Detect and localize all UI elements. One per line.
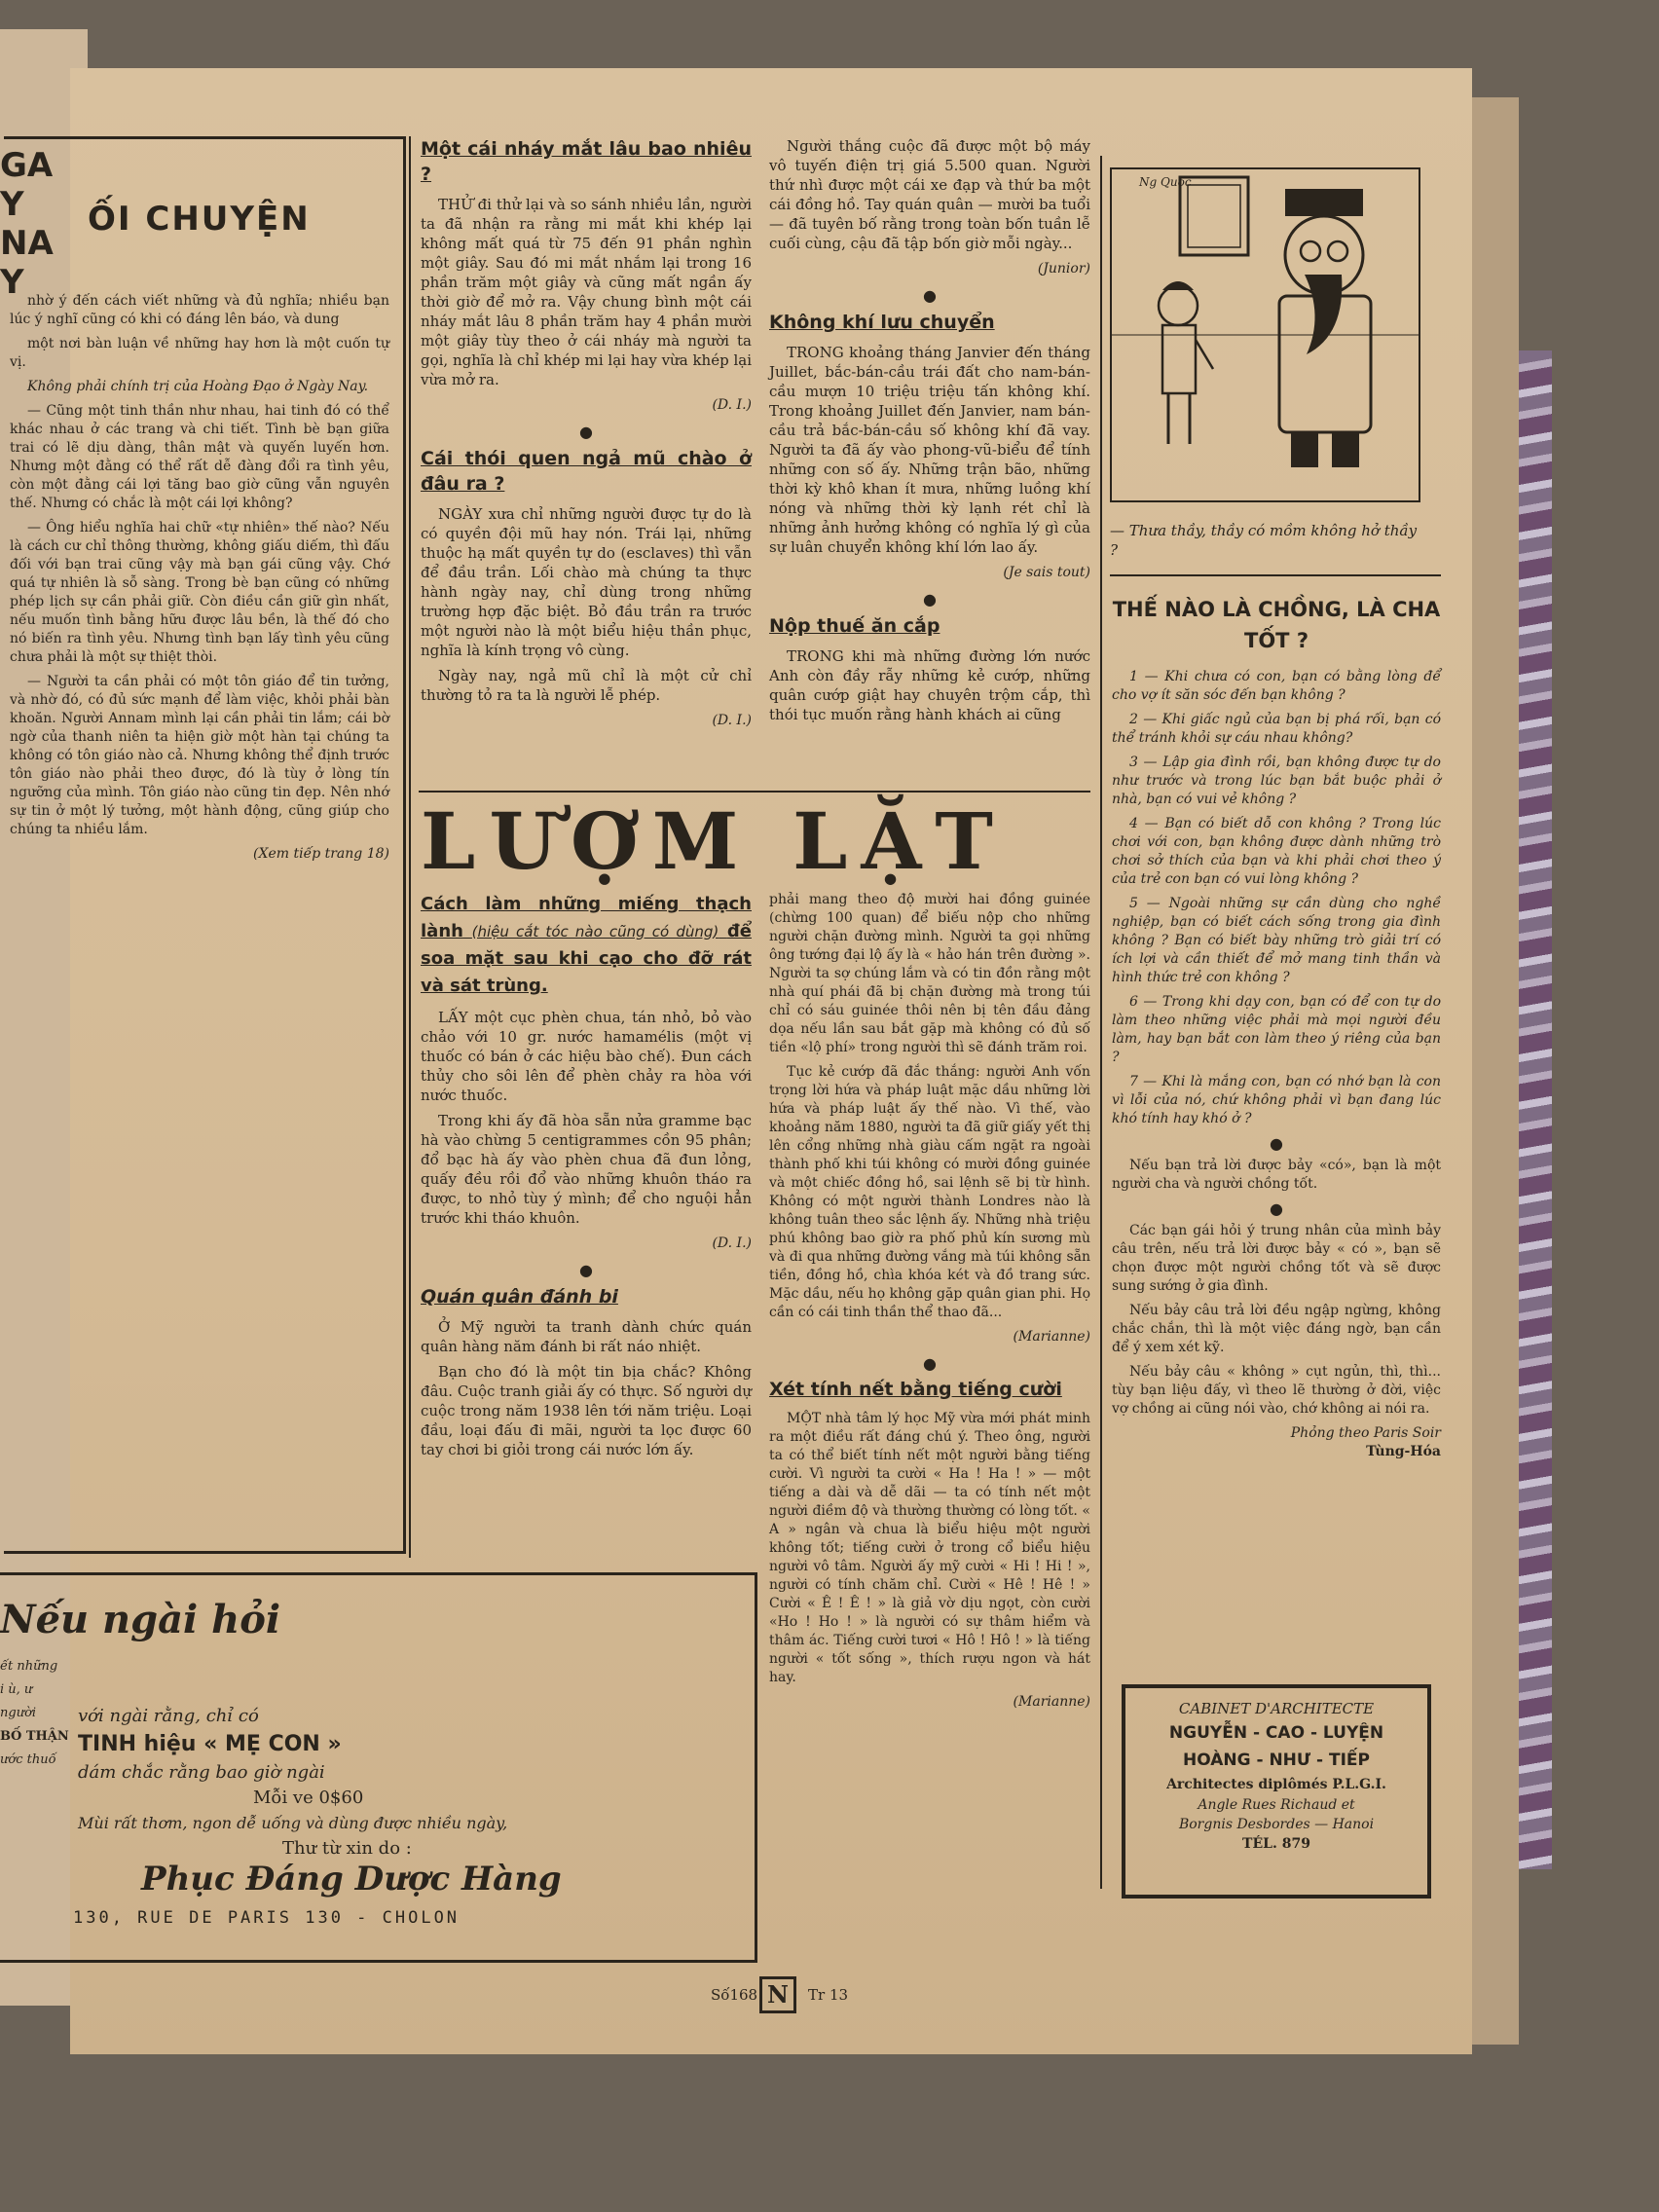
guinee-byline: (Marianne)	[1013, 1329, 1090, 1345]
cuoi-byline: (Marianne)	[1013, 1694, 1090, 1710]
nga-mu-byline: (D. I.)	[712, 713, 752, 728]
side-line: ước thuố	[0, 1752, 56, 1767]
left-paragraph: — Ông hiểu nghĩa hai chữ «tự nhiên» thế nào? Nếu là cách cư chỉ thông thường, không giấu diếm, thì đấu đối với bạn trai cũng vậy mà bạn gái cũng vậy. Chớ quá tự nhiên là sỗ sàng. Trong bè bạn cũng có những phép lịch sự cần phải giữ. Còn điều cần giữ gìn nhất, nếu muốn tình bằng hữu được lâu bền, là thế đó cho nó biến ra tình yêu. Nhưng tình bạn lấy tình yêu cũng chưa phải là một sự thiệt thòi.	[10, 520, 389, 665]
side-line: BỐ THẬN	[0, 1729, 69, 1744]
column-two	[421, 136, 752, 738]
bi-paragraph: Bạn cho đó là một tin bịa chắc? Không đâu. Cuộc tranh giải ấy có thực. Số người dự cuộc trong năm 1938 lên tới năm triệu. Loại đầu, loại đấu đi mãi, người ta lọc được 60 tay chơi bi giỏi trong cái nước lớn ấy.	[421, 1363, 752, 1458]
chong-cha-paragraph: Nếu bảy câu trả lời đều ngập ngừng, không chắc chắn, thì là một việc đáng ngờ, bạn cần để ý xem xét kỹ.	[1112, 1303, 1441, 1355]
cuoi-title: Xét tính nết bằng tiếng cười	[769, 1379, 1062, 1400]
chong-cha-title: THẾ NÀO LÀ CHỒNG, LÀ CHA TỐT ?	[1112, 598, 1441, 652]
me-con-line: với ngài rằng, chỉ có	[78, 1706, 259, 1726]
left-column-heading: ỐI CHUYỆN	[88, 200, 311, 239]
left-paragraph: Không phải chính trị của Hoàng Đạo ở Ngày Nay.	[27, 379, 369, 394]
side-line: ết những	[0, 1659, 58, 1674]
me-con-body	[78, 1704, 720, 1862]
me-con-line: dám chắc rằng bao giờ ngài	[78, 1762, 325, 1783]
left-paragraph: — Cũng một tinh thần như nhau, hai tinh đó có thể khác nhau ở các trang và chi tiết. Tình bè bạn giữa trai có lẽ dịu dàng, thân mật và quyến luyến hơn. Nhưng một đằng có thể rất dễ đàng đổi ra tình yêu, còn một đằng cái lợi tăng bao giờ cũng vẫn nguyên thế. Nhưng có chắc là một cái lợi không?	[10, 403, 389, 511]
bi-title: Quán quân đánh bi	[421, 1286, 618, 1308]
thach-paragraph: LẤY một cục phèn chua, tán nhỏ, bỏ vào chảo với 10 gr. nước hamamélis (một vị thuốc có bán ở các hiệu bào chế). Đun cách thủy cho sôi lên để phèn chảy ra hòa với nước thuốc.	[421, 1009, 752, 1104]
nhay-mat-byline: (D. I.)	[712, 397, 752, 413]
separator-dot: ●	[923, 1354, 937, 1373]
guinee-paragraph: phải mang theo độ mười hai đồng guinée (chừng 100 quan) để biếu nộp cho những người chặn đường mình. Người ta gọi những ông tướng đại lộ ấy là « hảo hán trên đường ». Người ta sợ chúng lắm và có tin đồn rằng một nhà quí phái đã bị chặn đường mà trong túi chỉ có sáu guinée thôi nên bị tên đầu đảng dọa nếu lần sau bắt gặp mà không có đủ số tiền «lộ phí» trong người thì sẽ đánh trăm roi.	[769, 892, 1090, 1055]
question: 1 — Khi chưa có con, bạn có bằng lòng để cho vợ ít săn sóc đến bạn không ?	[1112, 669, 1441, 703]
nhay-mat-title: Một cái nháy mắt lâu bao nhiêu ?	[421, 138, 752, 185]
architect-line: NGUYỄN - CAO - LUYỆN	[1168, 1723, 1384, 1743]
thach-title-sub: (hiệu cắt tóc nào cũng có dùng)	[471, 923, 719, 940]
separator-dot: ●	[923, 286, 937, 305]
section-rule	[419, 791, 1090, 793]
question: 6 — Trong khi dạy con, bạn có để con tự do làm theo những việc phải mà mọi người đều làm, hay bạn bắt con làm theo ý riêng của bạn ?	[1112, 994, 1441, 1065]
question: 7 — Khi là mắng con, bạn có nhớ bạn là con vì lỗi của nó, chứ không phải vì bạn đang lúc khó tính hay khó ở ?	[1112, 1074, 1441, 1126]
chong-cha-paragraph: Nếu bạn trả lời được bảy «có», bạn là một người cha và người chồng tốt.	[1112, 1158, 1441, 1192]
me-con-line: TINH hiệu « MẸ CON »	[78, 1732, 342, 1756]
question: 3 — Lập gia đình rồi, bạn không được tự do như trước và trong lúc bạn bắt buộc phải ở nhà, bạn có vui vẻ không ?	[1112, 755, 1441, 807]
left-paragraph: một nơi bàn luận về những hay hơn là một cuốn tự vị.	[10, 336, 389, 370]
cartoon-caption: — Thưa thầy, thầy có mồm không hở thầy ?	[1110, 522, 1418, 559]
section-rule	[1110, 574, 1441, 576]
footer-page: Tr 13	[808, 1986, 849, 2004]
left-paragraph: nhờ ý đến cách viết những và đủ nghĩa; nhiều bạn lúc ý nghĩ cũng có khi có đáng lên báo, và dung	[10, 293, 389, 327]
footer-issue: Số168	[711, 1986, 758, 2004]
column-guinee	[769, 891, 1090, 1719]
architect-line: CABINET D'ARCHITECTE	[1178, 1700, 1375, 1717]
question: 2 — Khi giấc ngủ của bạn bị phá rối, bạn có thể tránh khỏi sự cáu nhau không?	[1112, 712, 1441, 746]
thach-title: Cách làm những miếng thạch lành	[421, 894, 752, 941]
bi-paragraph: Ở Mỹ người ta tranh dành chức quán quân hàng năm đánh bi rất náo nhiệt.	[421, 1318, 752, 1355]
architect-line: Angle Rues Richaud et	[1198, 1797, 1355, 1813]
nga-mu-paragraph: NGÀY xưa chỉ những người được tự do là có quyền đội mũ hay nón. Trái lại, những thuộc hạ mất quyền tự do (esclaves) thì vẫn để đầu trần. Lối chào mà chúng ta thực hành ngày nay, chỉ dùng trong những trường hợp đặc biệt. Bỏ đầu trần ra trước một người nào là một biểu hiệu thần phục, nghĩa là kính trọng vô cùng.	[421, 505, 752, 659]
nga-mu-title: Cái thói quen ngả mũ chào ở đâu ra ?	[421, 448, 752, 495]
chong-cha-paragraph: Các bạn gái hỏi ý trung nhân của mình bảy câu trên, nếu trả lời được bảy « có », bạn sẽ chọn được một người chồng tốt và sẽ được sung sướng ở gia đình.	[1112, 1223, 1441, 1294]
thach-title-end: để soa mặt sau khi cạo cho đỡ rát và sát trùng.	[421, 921, 752, 996]
architect-line: TÉL. 879	[1242, 1836, 1310, 1852]
side-line: i ù, ư	[0, 1682, 33, 1697]
khong-khi-body: TRONG khoảng tháng Janvier đến tháng Juillet, bắc-bán-cầu trái đất cho nam-bán-cầu mượn 10 triệu triệu tấn không khí. Trong khoảng Juillet đến Janvier, nam bán-cầu trả bắc-bán-cầu số không khí đã vay. Người ta đã ấy vào phong-vũ-biểu để tính những con số ấy. Những trận bão, những thời kỳ khô khan ít mưa, những luồng khí nóng và những thời kỳ lạnh rét chỉ là những ảnh hưởng không có nghĩa lý gì của sự luân chuyển không khí lớn lao ấy.	[769, 344, 1090, 556]
thue-body: TRONG khi mà những đường lớn nước Anh còn đầy rẫy những kẻ cướp, những quân cướp giật hay chuyên trộm cắp, thì thói tục muốn rằng hành khách ai cũng	[769, 647, 1090, 723]
column-thach	[421, 891, 752, 1465]
architect-ad	[1122, 1684, 1431, 1899]
guinee-paragraph: Tục kẻ cướp đã đắc thắng: người Anh vốn trọng lời hứa và pháp luật mặc dầu những lời hứa và pháp luật ấy thế nào. Vì thế, vào khoảng năm 1880, người ta đã giữ giấy yết thị lên cổng những nhà giàu cấm ngặt ra ngoài thành phố khi túi không có mười đồng guinée và một chiếc đồng hồ, sai lệnh sẽ bị từ hình. Không có một người thành Londres nào là không tuân theo sắc lệnh ấy. Những nhà triệu phú không bao giờ ra phố phủ kín sương mù và đi qua những đường vắng mà túi không sẵn tiền, đồng hồ, chìa khóa két và đồ trang sức. Mặc dầu, nếu họ không gặp quân gian phi. Họ cần có cái tinh thần thể thao đã...	[769, 1064, 1090, 1320]
cartoon-illustration	[1112, 169, 1419, 500]
thach-byline: (D. I.)	[712, 1235, 752, 1251]
architect-line: Architectes diplômés P.L.G.I.	[1166, 1777, 1386, 1792]
separator-dot: ●	[923, 590, 937, 608]
me-con-headline: Nếu ngài hỏi	[0, 1597, 281, 1642]
column-three	[769, 136, 1090, 730]
me-con-line: Mùi rất thơm, ngon dễ uống và dùng được nhiều ngày,	[78, 1814, 508, 1832]
continued-note: (Xem tiếp trang 18)	[253, 846, 389, 862]
marbled-cover	[1519, 350, 1552, 1869]
me-con-address: 130, RUE DE PARIS 130 - CHOLON	[73, 1908, 461, 1928]
separator-dot: ●	[1270, 1134, 1283, 1153]
separator-dot: ●	[1270, 1199, 1283, 1218]
separator-dot: ●	[579, 423, 593, 441]
architect-line: HOÀNG - NHƯ - TIẾP	[1183, 1751, 1370, 1770]
column-rule	[409, 136, 411, 1558]
me-con-line: Thư từ xin do :	[282, 1838, 412, 1859]
side-line: người	[0, 1706, 37, 1720]
architect-line: Borgnis Desbordes — Hanoi	[1178, 1817, 1375, 1832]
me-con-line: Mỗi ve 0$60	[253, 1788, 364, 1808]
footer-logo: N	[759, 1976, 796, 2013]
thach-paragraph: Trong khi ấy đã hòa sẵn nửa gramme bạc hà vào chừng 5 centigrammes cồn 95 phân; đổ bạc hà ấy vào phèn chua đã đun lỏng, quấy đều rồi đổ vào những khuôn tháo ra được, to nhỏ tùy ý mình; để cho nguội hẳn trước khi tháo khuôn.	[421, 1112, 752, 1227]
banner-title: LƯỢM LẶT	[421, 795, 1007, 887]
xe-dap-body: Người thắng cuộc đã được một bộ máy vô tuyến điện trị giá 5.500 quan. Người thứ nhì được một cái xe đạp và thứ ba một cái đồng hồ. Tay quán quân — mười ba tuổi — đã tuyên bố rằng trong toàn bốn tuần lễ cuối cùng, cậu đã tập bốn giờ mỗi ngày...	[769, 137, 1090, 252]
question: 5 — Ngoài những sự cần dùng cho nghề nghiệp, bạn có biết cách sống trong gia đình không ? Bạn có biết bày những trò giải trí có ích lợi và cần thiết để mở mang tinh thần và hình thức trẻ con không ?	[1112, 896, 1441, 985]
column-four	[1112, 594, 1441, 1469]
cartoon-frame	[1110, 167, 1420, 502]
thue-title: Nộp thuế ăn cắp	[769, 615, 940, 637]
khong-khi-byline: (Je sais tout)	[1003, 565, 1090, 580]
separator-dot: ●	[579, 1261, 593, 1279]
question: 4 — Bạn có biết dỗ con không ? Trong lúc chơi với con, bạn không được dành những trò chơi sở thích của bạn và khi phải chơi theo ý của trẻ con bạn có vui lòng không ?	[1112, 816, 1441, 887]
thach-title-block	[421, 891, 752, 1000]
chong-cha-source: Phỏng theo Paris Soir	[1290, 1425, 1441, 1441]
column-rule	[1100, 156, 1102, 1889]
khong-khi-title: Không khí lưu chuyển	[769, 312, 995, 333]
me-con-side	[0, 1655, 78, 1772]
xe-dap-byline: (Junior)	[1037, 261, 1090, 276]
nga-mu-paragraph: Ngày nay, ngả mũ chỉ là một cử chỉ thường tỏ ra ta là người lễ phép.	[421, 667, 752, 704]
left-column-text	[10, 292, 389, 871]
me-con-brand: Phục Đáng Dược Hàng	[141, 1860, 562, 1899]
cuoi-body: MỘT nhà tâm lý học Mỹ vừa mới phát minh ra một điều rất đáng chú ý. Theo ông, người ta có thể biết tính nết một người bằng tiếng cười. Vì người ta cười « Ha ! Ha ! » — một tiếng a dài và dễ dãi — ta có tính nết một người điềm độ và thường thường có lòng tốt. « A » ngân và chua là biểu hiệu một người không tốt; tiếng cười ở trong cổ biểu hiệu người vô tâm. Người ấy mỹ cười « Hi ! Hi ! », người có tính chăm chỉ. Cười « Hê ! Hê ! » Cười « Ê ! Ê ! » là giả vờ dịu ngọt, còn cười «Ho ! Ho ! » là người có sự thâm hiểm và thâm ác. Tiếng cười tươi « Hô ! Hô ! » là tiếng người « tốt sống », thích rượu ngon và hát hay.	[769, 1411, 1090, 1685]
nhay-mat-body: THỬ đi thử lại và so sánh nhiều lần, người ta đã nhận ra rằng mi mắt khi khép lại không mất quá từ 75 đến 91 phần nghìn một giây. Sau đó mi mắt nhắm lại trong 16 phần trăm một giây và cũng mất ngần ấy thời giờ để mở ra. Vậy chung bình một cái nháy mắt lâu 8 phần trăm hay 4 phần mười một giây tùy theo ở cái nháy mà người ta gọi, nghĩa là chỉ khép mi lại hay vừa khép lại vừa mở ra.	[421, 196, 752, 388]
left-paragraph: — Người ta cần phải có một tôn giáo để tin tưởng, và nhờ đó, có đủ sức mạnh để làm việc, khỏi phải bàn khoăn. Người Annam mình lại cần phải tin lắm; cái bờ ngờ của thanh niên ta hiện giờ một hàn tại chúng ta không có tôn giáo nào cả. Nhưng không thể định trước tôn giáo nào phải theo được, đó là tùy ở lòng tín ngưỡng của mình. Tôn giáo nào cũng tin đẹp. Nên nhớ sự tin ở một lý tưởng, một hành động, cũng giúp cho chúng ta nhiều lắm.	[10, 674, 389, 837]
chong-cha-author: Tùng-Hóa	[1366, 1444, 1441, 1459]
chong-cha-paragraph: Nếu bảy câu « không » cụt ngủn, thì, thì... tùy bạn liệu đấy, vì theo lẽ thường ở đời, việc vợ chồng ai cũng nói vào, chớ không ai nói ra.	[1112, 1364, 1441, 1417]
masthead: GAY NAY	[0, 146, 54, 302]
cartoon-signature: Ng Quốc	[1139, 175, 1192, 189]
